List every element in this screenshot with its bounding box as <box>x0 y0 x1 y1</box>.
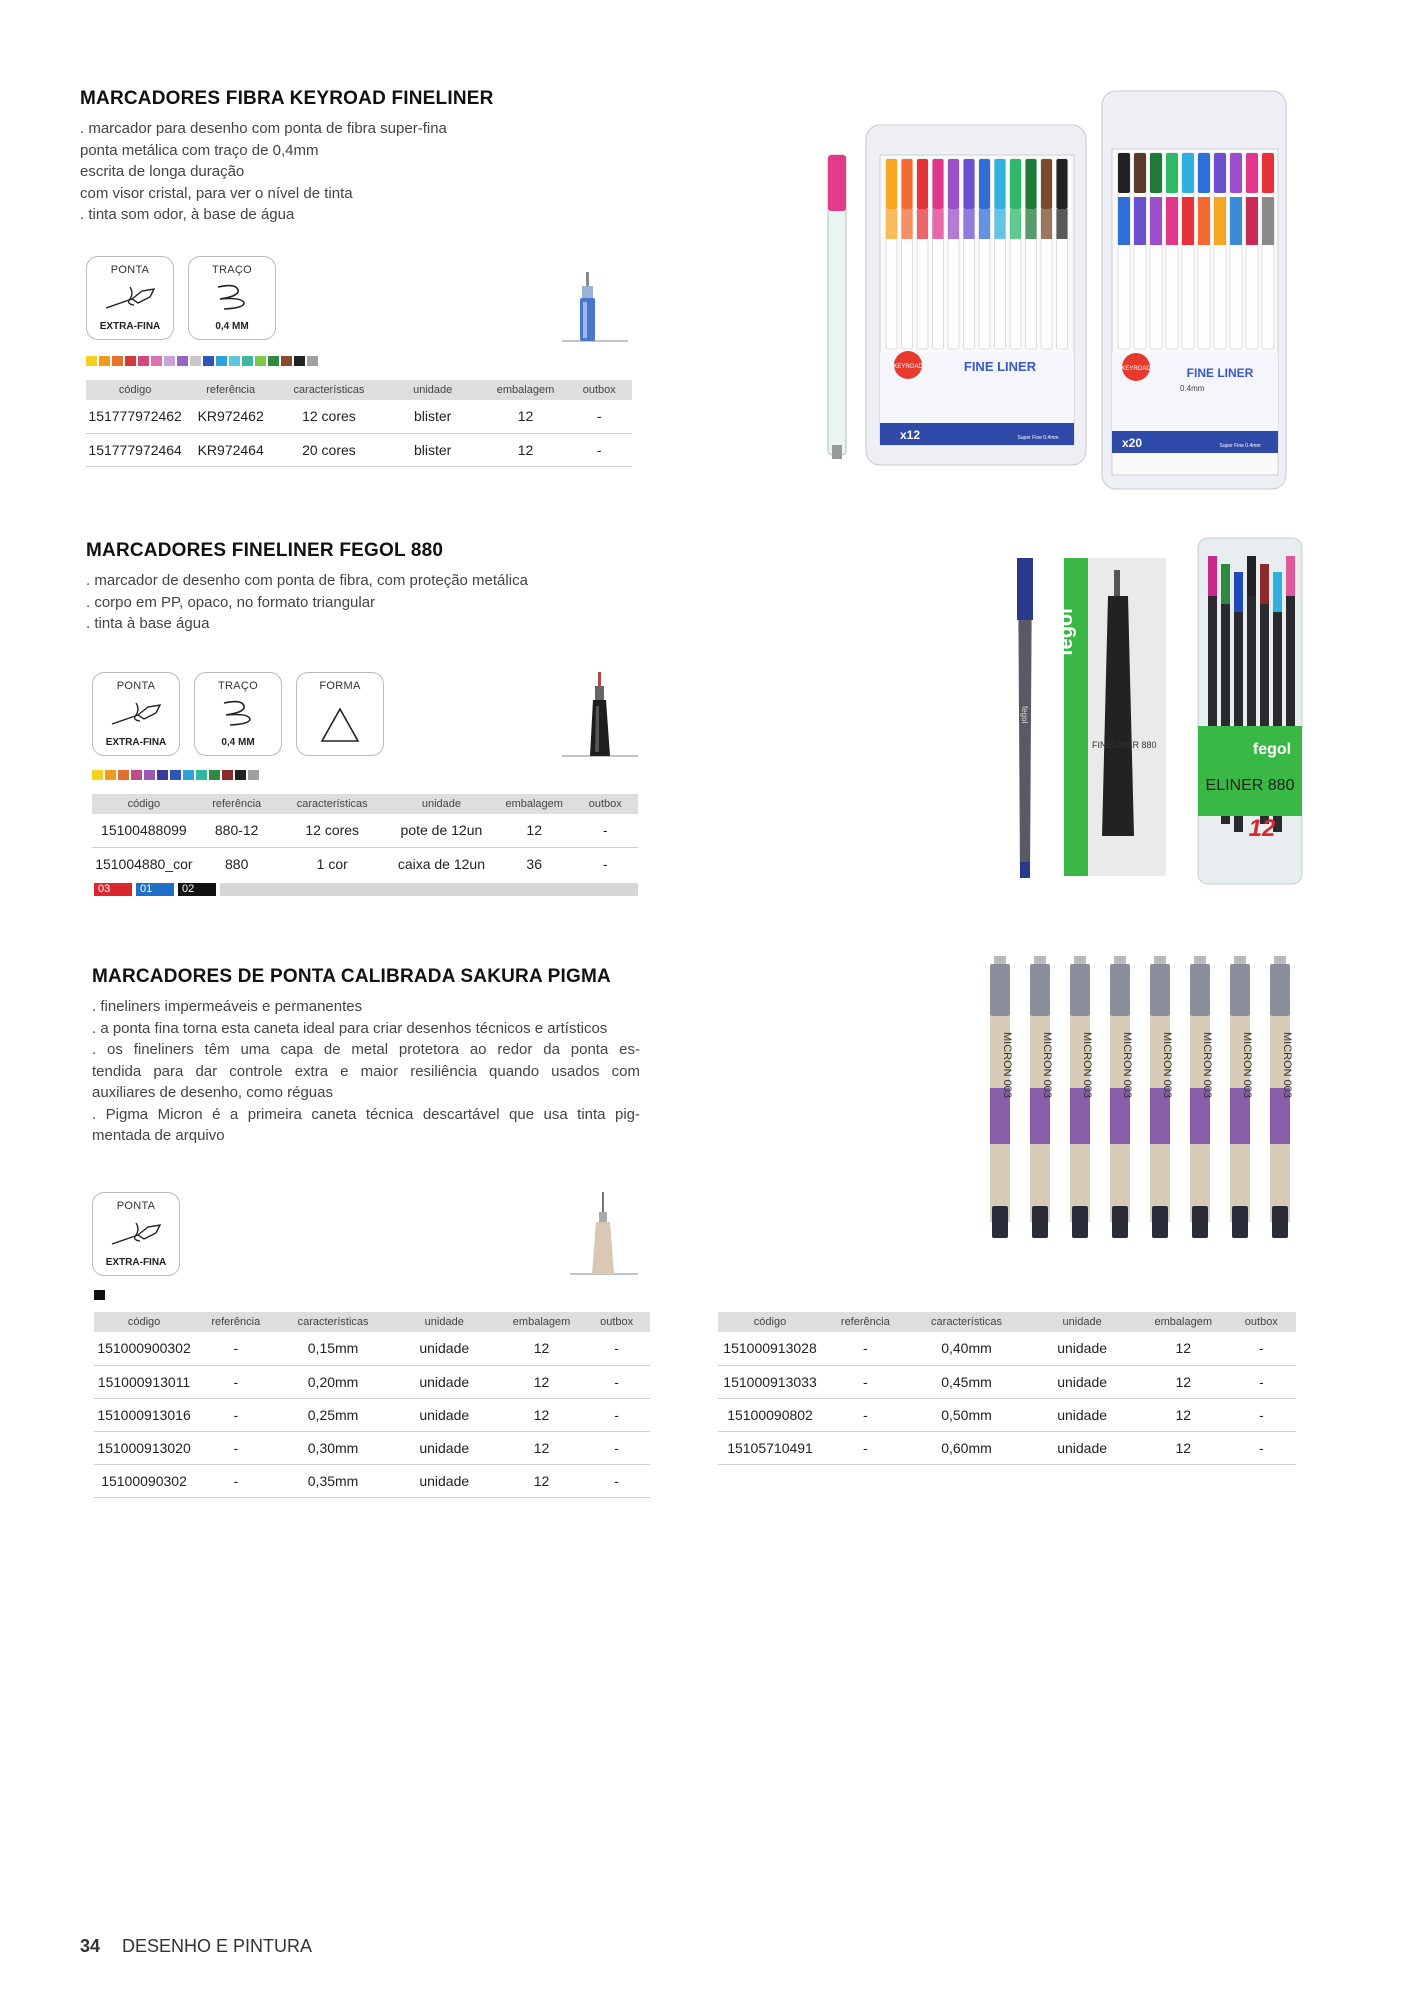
color-swatch <box>216 356 227 366</box>
description-line: . marcador para desenho com ponta de fibra super-fina <box>80 120 447 137</box>
product-brand: fegol <box>1055 608 1077 656</box>
color-swatch <box>92 770 103 780</box>
product-name: ELINER 880 <box>1205 777 1295 794</box>
table-row: 151000900302 - 0,15mm unidade 12 - <box>94 1332 650 1365</box>
pen <box>1041 159 1052 349</box>
table-row: 15105710491 - 0,60mm unidade 12 - <box>718 1431 1296 1464</box>
color-swatch <box>203 356 214 366</box>
description-line: . os fineliners têm uma capa de metal protetora ao redor da ponta es- <box>92 1041 640 1058</box>
fineliner-tip-icon <box>556 272 632 344</box>
badge-traco: TRAÇO 0,4 MM <box>188 256 276 340</box>
color-swatch <box>268 356 279 366</box>
description-line: ponta metálica com traço de 0,4mm <box>80 141 319 159</box>
footer-section: DESENHO E PINTURA <box>122 1936 313 1956</box>
color-swatch <box>94 1290 105 1300</box>
table-row: 151777972464 KR972464 20 cores blister 12 - <box>86 433 632 466</box>
product-name: FINE LINER <box>1186 366 1254 380</box>
product-name: FINELINER 880 <box>1092 740 1157 750</box>
section-title: MARCADORES DE PONTA CALIBRADA SAKURA PIGMA <box>92 966 611 987</box>
description-line: com visor cristal, para ver o nível de tinta <box>80 184 353 202</box>
color-swatch <box>86 356 97 366</box>
section-sakura <box>92 966 640 1147</box>
table-row: 151000913016 - 0,25mm unidade 12 - <box>94 1398 650 1431</box>
fine-tip-icon <box>108 1217 164 1247</box>
color-swatch <box>294 356 305 366</box>
section-title: MARCADORES FIBRA KEYROAD FINELINER <box>80 88 494 109</box>
pen <box>964 159 975 349</box>
product-count: 12 <box>1248 815 1276 842</box>
product-table <box>92 794 638 880</box>
pen <box>1150 153 1162 349</box>
description-line: . Pigma Micron é a primeira caneta técnica descartável que usa tinta pig- <box>92 1105 640 1123</box>
color-swatch <box>112 356 123 366</box>
description-line: . a ponta fina torna esta caneta ideal para criar desenhos técnicos e artísticos <box>92 1019 608 1037</box>
section-description <box>86 570 528 635</box>
badge-traco: TRAÇO 0,4 MM <box>194 672 282 756</box>
spec-badges <box>92 672 384 756</box>
table-row: 151000913011 - 0,20mm unidade 12 - <box>94 1365 650 1398</box>
color-swatch <box>242 356 253 366</box>
product-brand: KEYROAD <box>893 364 923 370</box>
pen <box>1057 159 1068 349</box>
pen <box>1214 153 1226 349</box>
pigma-pen <box>990 956 1013 1238</box>
color-swatch <box>190 356 201 366</box>
description-line: tendida para dar controle extra e maior resiliência quando usados com <box>92 1062 640 1080</box>
color-swatch <box>131 770 142 780</box>
color-swatch <box>196 770 207 780</box>
table-row: 151000913020 - 0,30mm unidade 12 - <box>94 1431 650 1464</box>
pen <box>1230 153 1242 349</box>
product-count: x20 <box>1122 436 1143 450</box>
color-swatch <box>144 770 155 780</box>
table-row: 151004880_cor 880 1 cor caixa de 12un 36 - <box>95 855 608 872</box>
color-swatch <box>235 770 246 780</box>
pen-label: MICRON 003 <box>1161 1032 1173 1099</box>
pen-label: MICRON 003 <box>1041 1032 1053 1099</box>
pen <box>1182 153 1194 349</box>
color-swatch <box>222 770 233 780</box>
pen <box>1166 153 1178 349</box>
product-table-right <box>718 1312 1296 1465</box>
product-table-left <box>94 1312 650 1498</box>
section-description <box>92 996 640 1147</box>
fegol-product-image <box>1010 536 1310 886</box>
color-swatch <box>183 770 194 780</box>
spec-badges <box>86 256 276 340</box>
color-swatches <box>92 770 259 780</box>
fegol-pen-tip-icon <box>560 672 640 758</box>
product-count: x12 <box>900 428 921 442</box>
pen <box>902 159 913 349</box>
badge-ponta: PONTA EXTRA-FINA <box>92 672 180 756</box>
stroke-icon <box>216 697 260 727</box>
pen <box>1262 153 1274 349</box>
product-table <box>86 380 632 467</box>
color-swatch <box>105 770 116 780</box>
pigma-pen <box>1150 956 1173 1238</box>
product-sub: 0.4mm <box>1180 384 1205 393</box>
pen <box>1026 159 1037 349</box>
pen-label: MICRON 003 <box>1081 1032 1093 1099</box>
pen <box>917 159 928 349</box>
description-line: auxiliares de desenho, como réguas <box>92 1084 333 1101</box>
color-swatches <box>94 1290 105 1300</box>
color-swatch <box>99 356 110 366</box>
pen-label: MICRON 003 <box>1241 1032 1253 1099</box>
product-brand: fegol <box>1252 741 1292 758</box>
description-line: . fineliners impermeáveis e permanentes <box>92 998 363 1015</box>
color-swatch <box>125 356 136 366</box>
color-tag: 03 <box>94 883 132 896</box>
pigma-pen-tip-icon <box>568 1192 640 1276</box>
pigma-pen <box>1070 956 1093 1238</box>
description-line: . tinta à base água <box>86 615 210 632</box>
color-tag: 02 <box>178 883 216 896</box>
description-line: . marcador de desenho com ponta de fibra, com proteção metálica <box>86 572 528 589</box>
pigma-pen <box>1270 956 1293 1238</box>
section-fegol <box>86 540 528 635</box>
table-row: 15100090802 - 0,50mm unidade 12 - <box>718 1398 1296 1431</box>
product-tag: Super Fine 0.4mm <box>1219 443 1261 449</box>
section-title: MARCADORES FINELINER FEGOL 880 <box>86 540 444 561</box>
table-row: 151777972462 KR972462 12 cores blister 12 - <box>86 400 632 433</box>
table-row: 15100488099 880-12 12 cores pote de 12un 12 - <box>92 814 638 847</box>
pigma-pen <box>1110 956 1133 1238</box>
description-line: mentada de arquivo <box>92 1127 225 1144</box>
color-swatch <box>118 770 129 780</box>
table-row: 151000913033 - 0,45mm unidade 12 - <box>718 1365 1296 1398</box>
pen <box>886 159 897 349</box>
color-swatch <box>229 356 240 366</box>
pen <box>1246 153 1258 349</box>
spec-badges <box>92 1192 180 1276</box>
section-keyroad <box>80 88 494 226</box>
description-line: escrita de longa duração <box>80 163 245 180</box>
product-brand: KEYROAD <box>1121 366 1151 372</box>
color-swatch <box>281 356 292 366</box>
table-header: código referência características unidade embalagem outbox <box>718 1312 1296 1332</box>
badge-forma: FORMA <box>296 672 384 756</box>
product-brand: fegol <box>1020 706 1029 724</box>
pigma-product-image <box>980 956 1300 1256</box>
pen <box>979 159 990 349</box>
description-line: . tinta som odor, à base de água <box>80 206 295 223</box>
color-swatch <box>177 356 188 366</box>
product-tag: Super Fine 0.4mm <box>1017 435 1059 441</box>
color-swatch <box>307 356 318 366</box>
product-name: FINE LINER <box>963 359 1037 374</box>
pen <box>1198 153 1210 349</box>
pen <box>995 159 1006 349</box>
triangle-icon <box>318 705 362 745</box>
pen-label: MICRON 003 <box>1001 1032 1013 1099</box>
pen <box>948 159 959 349</box>
pen-label: MICRON 003 <box>1201 1032 1213 1099</box>
pen-label: MICRON 003 <box>1281 1032 1293 1099</box>
color-swatch <box>164 356 175 366</box>
pen-label: MICRON 003 <box>1121 1032 1133 1099</box>
section-description <box>80 118 494 226</box>
color-swatches <box>86 356 318 366</box>
fine-tip-icon <box>108 697 164 727</box>
color-swatch <box>248 770 259 780</box>
pen <box>1134 153 1146 349</box>
description-line: . corpo em PP, opaco, no formato triangular <box>86 593 376 611</box>
fine-tip-icon <box>102 281 158 311</box>
pen <box>1010 159 1021 349</box>
badge-ponta: PONTA EXTRA-FINA <box>92 1192 180 1276</box>
pigma-pen <box>1190 956 1213 1238</box>
page-footer <box>80 1936 312 1957</box>
table-header: código referência características unidade embalagem outbox <box>86 380 632 400</box>
keyroad-product-image <box>820 85 1300 495</box>
pigma-pen <box>1230 956 1253 1238</box>
color-swatch <box>157 770 168 780</box>
color-code-tags <box>94 883 638 896</box>
table-header: código referência características unidade embalagem outbox <box>92 794 638 814</box>
stroke-icon <box>210 281 254 311</box>
pigma-pen <box>1030 956 1053 1238</box>
color-swatch <box>151 356 162 366</box>
badge-ponta: PONTA EXTRA-FINA <box>86 256 174 340</box>
pen <box>1118 153 1130 349</box>
color-swatch <box>138 356 149 366</box>
table-row: 15100090302 - 0,35mm unidade 12 - <box>94 1464 650 1497</box>
pen <box>933 159 944 349</box>
table-header: código referência características unidade embalagem outbox <box>94 1312 650 1332</box>
color-swatch <box>209 770 220 780</box>
color-swatch <box>170 770 181 780</box>
page-number: 34 <box>80 1936 101 1956</box>
color-tag: 01 <box>136 883 174 896</box>
table-row: 151000913028 - 0,40mm unidade 12 - <box>718 1332 1296 1365</box>
color-swatch <box>255 356 266 366</box>
